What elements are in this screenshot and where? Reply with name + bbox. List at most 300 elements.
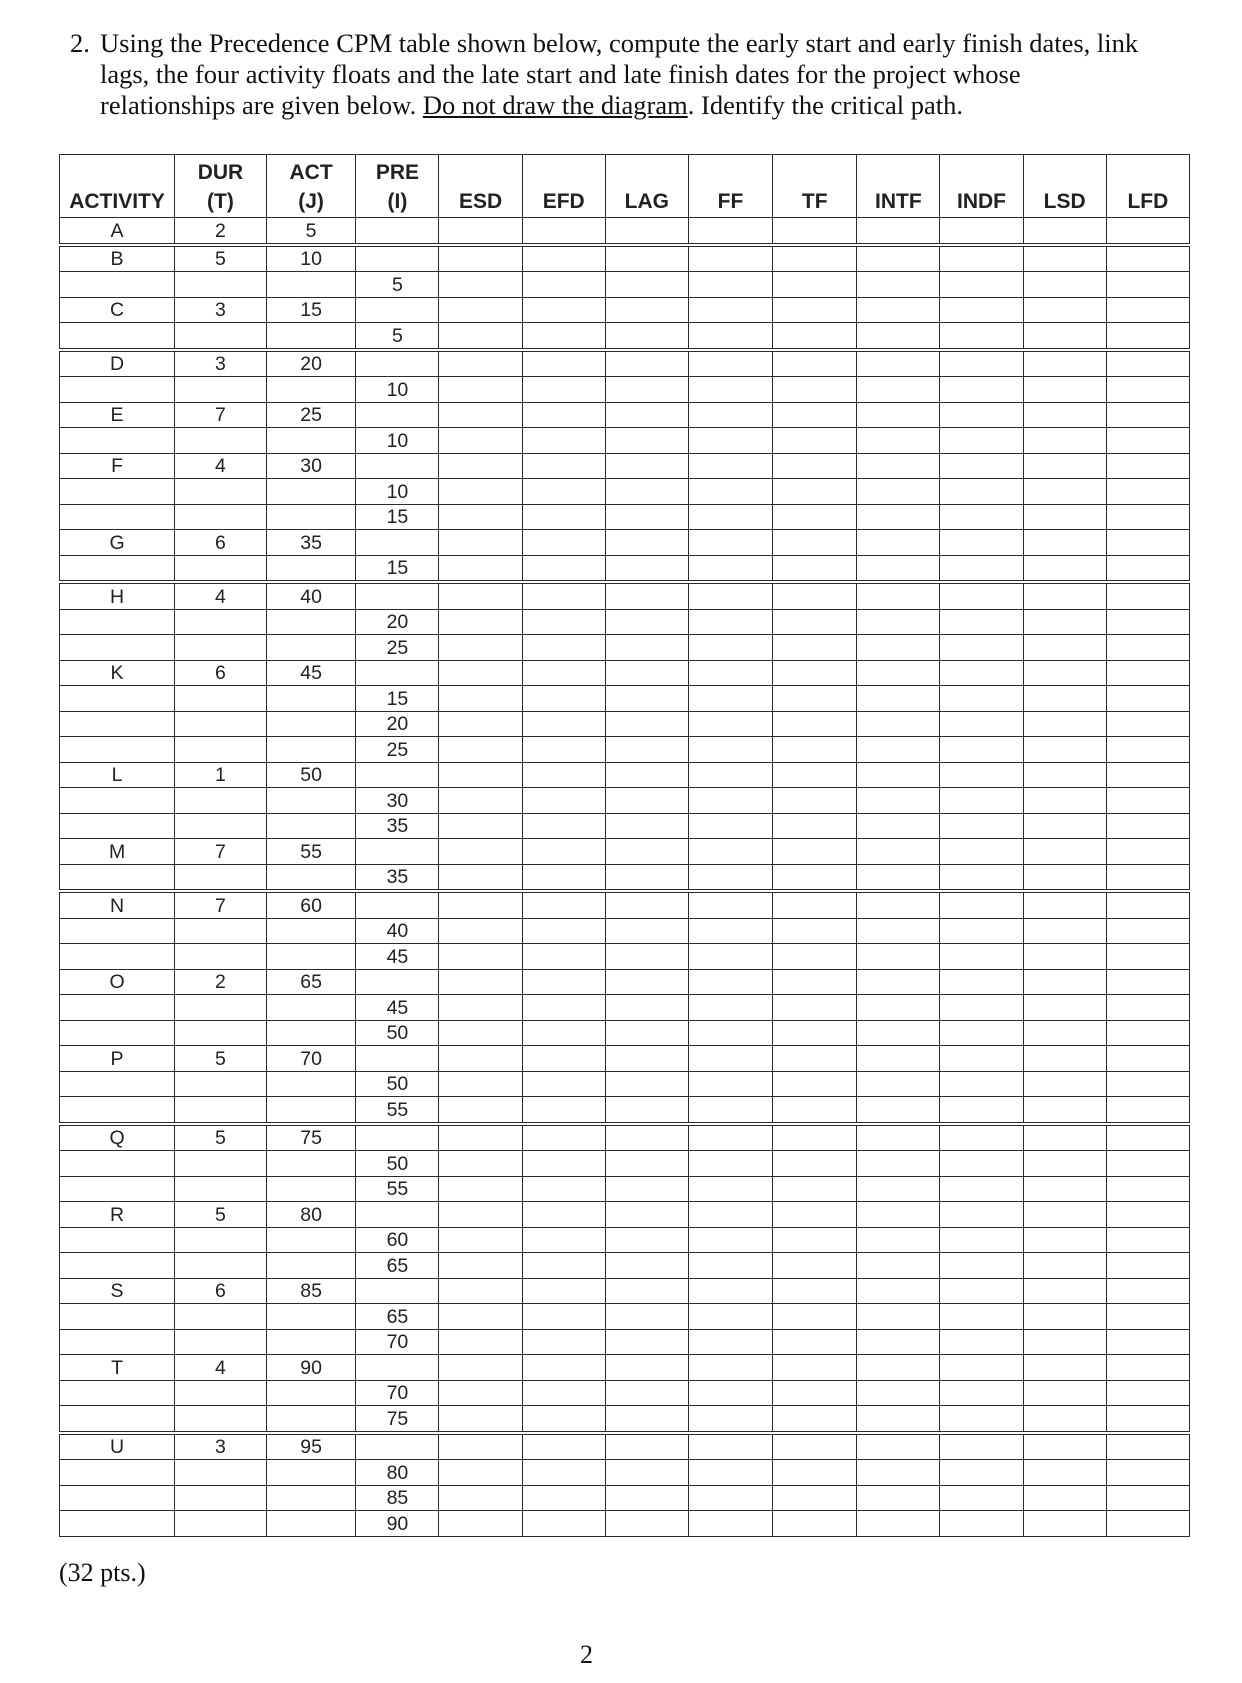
activity-cell	[60, 1020, 175, 1046]
ff-cell	[688, 1097, 772, 1124]
tf-cell	[773, 1380, 857, 1406]
ff-cell	[688, 969, 772, 995]
intf-cell	[857, 1071, 940, 1097]
activity-cell	[60, 1071, 175, 1097]
dur-cell	[175, 1406, 267, 1433]
ff-cell	[688, 1020, 772, 1046]
lfd-cell	[1106, 297, 1189, 323]
act-cell: 60	[266, 891, 356, 918]
pre-cell	[356, 762, 439, 788]
tf-cell	[773, 813, 857, 839]
lfd-cell	[1106, 1433, 1189, 1460]
ff-cell	[688, 1485, 772, 1511]
lsd-cell	[1023, 686, 1106, 712]
intf-cell	[857, 1460, 940, 1486]
table-row	[60, 218, 1190, 245]
lag-cell	[605, 530, 688, 556]
lag-cell	[605, 1020, 688, 1046]
dur-cell: 5	[175, 1202, 267, 1228]
table-row	[60, 1304, 1190, 1330]
activity-cell	[60, 864, 175, 891]
pre-cell: 5	[356, 272, 439, 298]
table-row	[60, 918, 1190, 944]
efd-cell	[522, 504, 605, 530]
intf-cell	[857, 1433, 940, 1460]
dur-cell: 6	[175, 1278, 267, 1304]
lag-cell	[605, 402, 688, 428]
dur-cell	[175, 1329, 267, 1355]
tf-cell	[773, 377, 857, 403]
table-row	[60, 1406, 1190, 1433]
ff-cell	[688, 944, 772, 970]
activity-cell	[60, 272, 175, 298]
efd-cell	[522, 428, 605, 454]
table-row	[60, 788, 1190, 814]
ff-cell	[688, 272, 772, 298]
dur-cell	[175, 995, 267, 1021]
lfd-cell	[1106, 1304, 1189, 1330]
lsd-cell	[1023, 737, 1106, 763]
ff-cell	[688, 711, 772, 737]
lfd-cell	[1106, 402, 1189, 428]
intf-cell	[857, 1355, 940, 1381]
activity-cell: M	[60, 839, 175, 865]
ff-cell	[688, 428, 772, 454]
table-row	[60, 995, 1190, 1021]
tf-cell	[773, 323, 857, 350]
efd-cell	[522, 245, 605, 272]
header-act-line: ACT	[289, 161, 333, 184]
lsd-cell	[1023, 402, 1106, 428]
pre-cell: 85	[356, 1485, 439, 1511]
pre-cell: 20	[356, 711, 439, 737]
lsd-cell	[1023, 1020, 1106, 1046]
lsd-cell	[1023, 582, 1106, 609]
act-cell	[266, 1406, 356, 1433]
dur-cell	[175, 737, 267, 763]
esd-cell	[439, 1253, 522, 1279]
header-lfd-line: LFD	[1127, 190, 1169, 213]
dur-cell	[175, 479, 267, 505]
lsd-cell	[1023, 1485, 1106, 1511]
intf-cell	[857, 762, 940, 788]
ff-cell	[688, 995, 772, 1021]
tf-cell	[773, 1460, 857, 1486]
table-row	[60, 1511, 1190, 1537]
table-header-row	[60, 155, 1190, 218]
intf-cell	[857, 1202, 940, 1228]
lfd-cell	[1106, 1380, 1189, 1406]
dur-cell: 6	[175, 660, 267, 686]
act-cell	[266, 995, 356, 1021]
lsd-cell	[1023, 1227, 1106, 1253]
lfd-cell	[1106, 323, 1189, 350]
lag-cell	[605, 891, 688, 918]
activity-cell: S	[60, 1278, 175, 1304]
lsd-cell	[1023, 1071, 1106, 1097]
activity-cell: O	[60, 969, 175, 995]
dur-cell: 7	[175, 402, 267, 428]
efd-cell	[522, 297, 605, 323]
act-cell: 40	[266, 582, 356, 609]
pre-cell: 40	[356, 918, 439, 944]
lfd-cell	[1106, 1097, 1189, 1124]
lag-cell	[605, 969, 688, 995]
header-dur-line: DUR	[197, 161, 244, 184]
esd-cell	[439, 864, 522, 891]
indf-cell	[940, 1071, 1023, 1097]
pre-cell: 60	[356, 1227, 439, 1253]
efd-cell	[522, 1151, 605, 1177]
question	[70, 28, 1150, 121]
indf-cell	[940, 1202, 1023, 1228]
esd-cell	[439, 686, 522, 712]
indf-cell	[940, 428, 1023, 454]
act-cell: 55	[266, 839, 356, 865]
dur-cell	[175, 1227, 267, 1253]
lag-cell	[605, 272, 688, 298]
pre-cell	[356, 453, 439, 479]
esd-cell	[439, 891, 522, 918]
dur-cell	[175, 555, 267, 582]
activity-cell	[60, 995, 175, 1021]
indf-cell	[940, 969, 1023, 995]
table-row	[60, 1278, 1190, 1304]
lag-cell	[605, 582, 688, 609]
dur-cell	[175, 918, 267, 944]
efd-cell	[522, 1253, 605, 1279]
header-ff	[688, 155, 772, 218]
table-body	[60, 218, 1190, 1537]
table-row	[60, 660, 1190, 686]
dur-cell	[175, 1253, 267, 1279]
table-row	[60, 762, 1190, 788]
lsd-cell	[1023, 711, 1106, 737]
efd-cell	[522, 864, 605, 891]
ff-cell	[688, 1202, 772, 1228]
efd-cell	[522, 1329, 605, 1355]
ff-cell	[688, 686, 772, 712]
pre-cell: 80	[356, 1460, 439, 1486]
act-cell	[266, 504, 356, 530]
intf-cell	[857, 1097, 940, 1124]
tf-cell	[773, 428, 857, 454]
header-indf	[940, 155, 1023, 218]
efd-cell	[522, 711, 605, 737]
ff-cell	[688, 762, 772, 788]
lsd-cell	[1023, 377, 1106, 403]
intf-cell	[857, 530, 940, 556]
esd-cell	[439, 918, 522, 944]
efd-cell	[522, 1433, 605, 1460]
cpm-table	[59, 154, 1190, 1537]
lfd-cell	[1106, 1176, 1189, 1202]
dur-cell: 4	[175, 582, 267, 609]
indf-cell	[940, 504, 1023, 530]
indf-cell	[940, 660, 1023, 686]
activity-cell	[60, 686, 175, 712]
act-cell: 85	[266, 1278, 356, 1304]
dur-cell: 6	[175, 530, 267, 556]
header-dur-line: (T)	[207, 190, 234, 213]
lag-cell	[605, 1485, 688, 1511]
indf-cell	[940, 1151, 1023, 1177]
act-cell: 5	[266, 218, 356, 245]
dur-cell: 5	[175, 1124, 267, 1151]
intf-cell	[857, 1227, 940, 1253]
dur-cell	[175, 272, 267, 298]
lag-cell	[605, 453, 688, 479]
tf-cell	[773, 479, 857, 505]
tf-cell	[773, 402, 857, 428]
lsd-cell	[1023, 918, 1106, 944]
ff-cell	[688, 1329, 772, 1355]
lfd-cell	[1106, 813, 1189, 839]
header-tf	[773, 155, 857, 218]
pre-cell: 55	[356, 1097, 439, 1124]
table-row	[60, 1253, 1190, 1279]
dur-cell	[175, 686, 267, 712]
activity-cell: D	[60, 350, 175, 377]
indf-cell	[940, 609, 1023, 635]
ff-cell	[688, 839, 772, 865]
activity-cell: T	[60, 1355, 175, 1381]
activity-cell	[60, 1460, 175, 1486]
lfd-cell	[1106, 1460, 1189, 1486]
intf-cell	[857, 323, 940, 350]
act-cell	[266, 1020, 356, 1046]
lag-cell	[605, 918, 688, 944]
pre-cell: 45	[356, 995, 439, 1021]
efd-cell	[522, 762, 605, 788]
lsd-cell	[1023, 995, 1106, 1021]
pre-cell: 15	[356, 504, 439, 530]
indf-cell	[940, 1253, 1023, 1279]
efd-cell	[522, 1020, 605, 1046]
lfd-cell	[1106, 218, 1189, 245]
dur-cell	[175, 377, 267, 403]
indf-cell	[940, 995, 1023, 1021]
act-cell: 80	[266, 1202, 356, 1228]
intf-cell	[857, 1176, 940, 1202]
esd-cell	[439, 1278, 522, 1304]
dur-cell	[175, 609, 267, 635]
lag-cell	[605, 635, 688, 661]
pre-cell: 10	[356, 428, 439, 454]
activity-cell	[60, 1485, 175, 1511]
pre-cell	[356, 582, 439, 609]
lag-cell	[605, 1380, 688, 1406]
esd-cell	[439, 1176, 522, 1202]
ff-cell	[688, 891, 772, 918]
act-cell	[266, 272, 356, 298]
lsd-cell	[1023, 1511, 1106, 1537]
lsd-cell	[1023, 1046, 1106, 1072]
activity-cell	[60, 1227, 175, 1253]
header-pre-line: PRE	[375, 161, 419, 184]
activity-cell: E	[60, 402, 175, 428]
lfd-cell	[1106, 428, 1189, 454]
indf-cell	[940, 1304, 1023, 1330]
activity-cell	[60, 1380, 175, 1406]
dur-cell	[175, 813, 267, 839]
ff-cell	[688, 1406, 772, 1433]
act-cell	[266, 918, 356, 944]
table-row	[60, 737, 1190, 763]
tf-cell	[773, 686, 857, 712]
dur-cell	[175, 504, 267, 530]
esd-cell	[439, 1355, 522, 1381]
activity-cell: A	[60, 218, 175, 245]
lag-cell	[605, 1278, 688, 1304]
lsd-cell	[1023, 864, 1106, 891]
indf-cell	[940, 297, 1023, 323]
esd-cell	[439, 1329, 522, 1355]
act-cell	[266, 1329, 356, 1355]
lfd-cell	[1106, 711, 1189, 737]
indf-cell	[940, 555, 1023, 582]
ff-cell	[688, 864, 772, 891]
tf-cell	[773, 1227, 857, 1253]
act-cell: 90	[266, 1355, 356, 1381]
act-cell	[266, 1227, 356, 1253]
esd-cell	[439, 479, 522, 505]
esd-cell	[439, 839, 522, 865]
act-cell	[266, 1253, 356, 1279]
intf-cell	[857, 839, 940, 865]
esd-cell	[439, 377, 522, 403]
ff-cell	[688, 1227, 772, 1253]
esd-cell	[439, 245, 522, 272]
tf-cell	[773, 1355, 857, 1381]
lfd-cell	[1106, 377, 1189, 403]
lsd-cell	[1023, 350, 1106, 377]
intf-cell	[857, 1406, 940, 1433]
question-number: 2.	[70, 28, 90, 58]
indf-cell	[940, 788, 1023, 814]
efd-cell	[522, 582, 605, 609]
intf-cell	[857, 686, 940, 712]
lag-cell	[605, 762, 688, 788]
esd-cell	[439, 504, 522, 530]
pre-cell	[356, 1202, 439, 1228]
ff-cell	[688, 1253, 772, 1279]
ff-cell	[688, 1151, 772, 1177]
tf-cell	[773, 582, 857, 609]
act-cell	[266, 323, 356, 350]
pre-cell	[356, 1355, 439, 1381]
pre-cell	[356, 660, 439, 686]
question-underlined-text: Do not draw the diagram	[422, 90, 688, 120]
indf-cell	[940, 1278, 1023, 1304]
ff-cell	[688, 582, 772, 609]
efd-cell	[522, 555, 605, 582]
dur-cell: 4	[175, 1355, 267, 1381]
indf-cell	[940, 1176, 1023, 1202]
tf-cell	[773, 245, 857, 272]
dur-cell	[175, 1020, 267, 1046]
dur-cell	[175, 944, 267, 970]
pre-cell: 15	[356, 555, 439, 582]
lsd-cell	[1023, 762, 1106, 788]
esd-cell	[439, 813, 522, 839]
lsd-cell	[1023, 944, 1106, 970]
act-cell	[266, 428, 356, 454]
tf-cell	[773, 839, 857, 865]
ff-cell	[688, 635, 772, 661]
lfd-cell	[1106, 504, 1189, 530]
esd-cell	[439, 1151, 522, 1177]
tf-cell	[773, 1020, 857, 1046]
efd-cell	[522, 609, 605, 635]
intf-cell	[857, 995, 940, 1021]
pre-cell: 50	[356, 1020, 439, 1046]
page-number: 2	[580, 1640, 593, 1669]
esd-cell	[439, 218, 522, 245]
ff-cell	[688, 1460, 772, 1486]
esd-cell	[439, 1460, 522, 1486]
dur-cell	[175, 1511, 267, 1537]
tf-cell	[773, 788, 857, 814]
lag-cell	[605, 1329, 688, 1355]
header-lfd	[1106, 155, 1189, 218]
ff-cell	[688, 1278, 772, 1304]
lag-cell	[605, 1460, 688, 1486]
indf-cell	[940, 1355, 1023, 1381]
activity-cell	[60, 609, 175, 635]
esd-cell	[439, 1124, 522, 1151]
act-cell: 10	[266, 245, 356, 272]
lfd-cell	[1106, 1278, 1189, 1304]
lfd-cell	[1106, 737, 1189, 763]
activity-cell	[60, 504, 175, 530]
lfd-cell	[1106, 1071, 1189, 1097]
dur-cell	[175, 864, 267, 891]
table-row	[60, 864, 1190, 891]
intf-cell	[857, 891, 940, 918]
table-row	[60, 969, 1190, 995]
activity-cell	[60, 813, 175, 839]
act-cell	[266, 737, 356, 763]
intf-cell	[857, 944, 940, 970]
esd-cell	[439, 995, 522, 1021]
intf-cell	[857, 711, 940, 737]
dur-cell: 3	[175, 297, 267, 323]
lag-cell	[605, 737, 688, 763]
activity-cell	[60, 944, 175, 970]
intf-cell	[857, 555, 940, 582]
question-text-before: Using the Precedence CPM table shown below, compute the early start and early finish dates, link lags, the four activity floats and the late start and late finish dates for the project whose relationships are given below.	[100, 28, 1139, 120]
table-row	[60, 609, 1190, 635]
efd-cell	[522, 839, 605, 865]
tf-cell	[773, 711, 857, 737]
act-cell	[266, 813, 356, 839]
efd-cell	[522, 969, 605, 995]
lsd-cell	[1023, 479, 1106, 505]
indf-cell	[940, 453, 1023, 479]
ff-cell	[688, 377, 772, 403]
lsd-cell	[1023, 1433, 1106, 1460]
lag-cell	[605, 686, 688, 712]
intf-cell	[857, 864, 940, 891]
indf-cell	[940, 1124, 1023, 1151]
pre-cell: 70	[356, 1380, 439, 1406]
efd-cell	[522, 1278, 605, 1304]
lfd-cell	[1106, 1485, 1189, 1511]
lag-cell	[605, 377, 688, 403]
act-cell	[266, 788, 356, 814]
lfd-cell	[1106, 839, 1189, 865]
